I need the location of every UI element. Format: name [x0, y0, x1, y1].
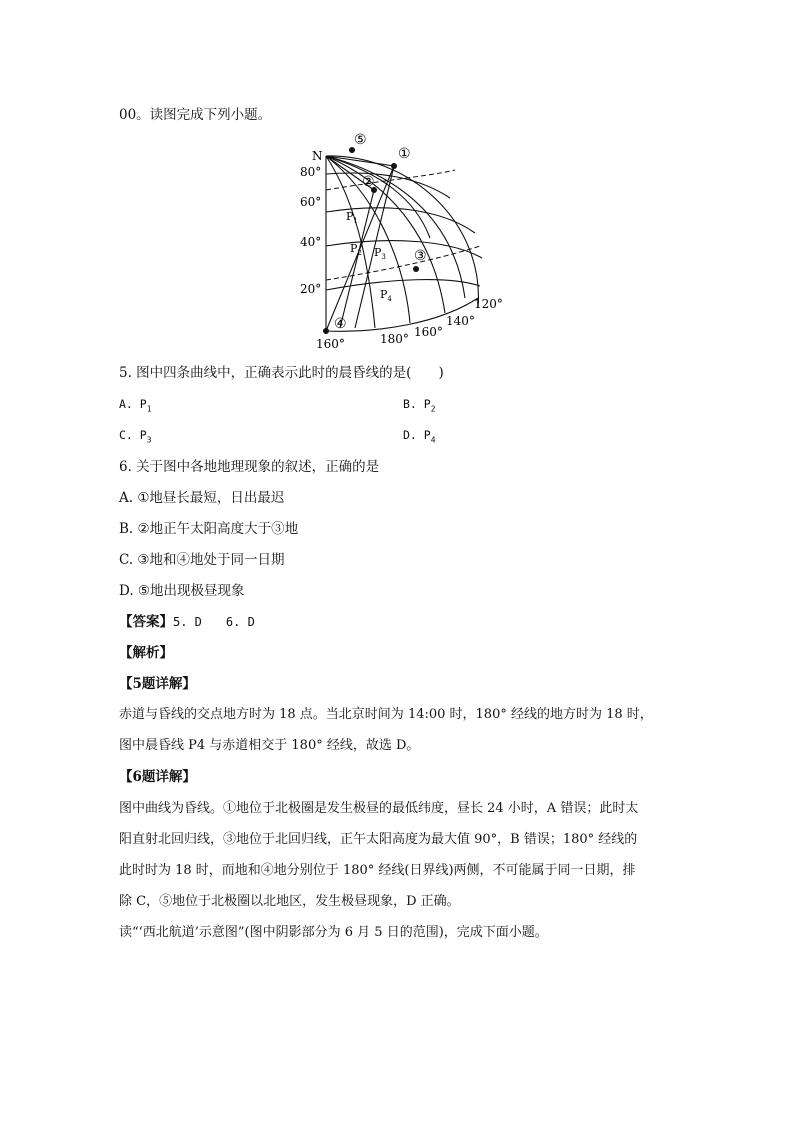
lon-label-140: 140°	[446, 314, 475, 328]
next-intro: 读“‘西北航道’示意图”(图中阴影部分为 6 月 5 日的范围)，完成下面小题。	[119, 925, 548, 940]
q5-detail-line-1: 赤道与昏线的交点地方时为 18 点。当北京时间为 14:00 时，180° 经线的地方时为 18 时，	[119, 707, 653, 722]
lon-label-180: 180°	[380, 332, 409, 346]
answer-label: 【答案】	[119, 614, 173, 630]
curve-label-p4: $P_4$	[380, 288, 392, 303]
intro-text: 00。读图完成下列小题。	[119, 107, 272, 123]
q5-stem: 5. 图中四条曲线中，正确表示此时的晨昏线的是( )	[119, 365, 444, 381]
lat-label-60: 60°	[300, 195, 322, 209]
curve-label-p2: $P_2$	[350, 242, 362, 257]
lat-label-40: 40°	[300, 235, 322, 249]
q6-detail-line-2: 阳直射北回归线，③地位于北回归线，正午太阳高度为最大值 90°，B 错误；180° 经线的	[119, 832, 638, 847]
q5-option-d: D. $P_4$	[403, 428, 436, 445]
lat-label-20: 20°	[300, 282, 322, 296]
polar-figure	[290, 128, 510, 358]
point-2-label: ②	[362, 174, 375, 190]
point-4-dot	[323, 328, 329, 334]
q5-option-a: A. $P_1$	[119, 397, 152, 414]
pole-label: N	[312, 149, 323, 163]
point-1-label: ①	[398, 146, 411, 162]
point-4-label: ④	[334, 316, 347, 332]
q6-stem: 6. 关于图中各地地理现象的叙述，正确的是	[119, 459, 380, 475]
q5-option-b: B. $P_2$	[403, 397, 436, 414]
q6-detail-line-4: 除 C，⑤地位于北极圈以北地区，发生极昼现象，D 正确。	[119, 894, 460, 909]
curve-label-p1: $P_1$	[346, 210, 358, 225]
q6-detail-heading: 【6题详解】	[119, 769, 196, 785]
q6-option-d: D. ⑤地出现极昼现象	[119, 583, 245, 599]
q5-detail-heading: 【5题详解】	[119, 676, 196, 692]
q6-detail-line-1: 图中曲线为昏线。①地位于北极圈是发生极昼的最低纬度，昼长 24 小时，A 错误；此时太	[119, 801, 639, 816]
lat-label-80: 80°	[300, 165, 322, 179]
lon-label-160w: 160°	[316, 337, 345, 351]
q6-option-a: A. ①地昼长最短，日出最迟	[119, 490, 285, 506]
analysis-label: 【解析】	[119, 645, 173, 661]
answer-line	[119, 613, 255, 631]
point-3-label: ③	[414, 248, 427, 264]
q6-detail-line-3: 此时时为 18 时，而地和④地分别位于 180° 经线(日界线)两侧，不可能属于同一日期，排	[119, 863, 636, 878]
point-5-label: ⑤	[354, 132, 367, 148]
q5-option-c: C. $P_3$	[119, 428, 152, 445]
point-1-dot	[391, 163, 397, 169]
q6-option-c: C. ③地和④地处于同一日期	[119, 552, 285, 568]
q6-option-b: B. ②地正午太阳高度大于③地	[119, 521, 299, 537]
curve-label-p3: $P_3$	[374, 246, 386, 261]
point-3-dot	[413, 266, 419, 272]
q5-detail-line-2: 图中晨昏线 P4 与赤道相交于 180° 经线，故选 D。	[119, 738, 420, 753]
answer-text: 5. D 6. D	[173, 615, 255, 629]
lon-label-160e: 160°	[414, 325, 443, 339]
lon-label-120: 120°	[474, 297, 503, 311]
